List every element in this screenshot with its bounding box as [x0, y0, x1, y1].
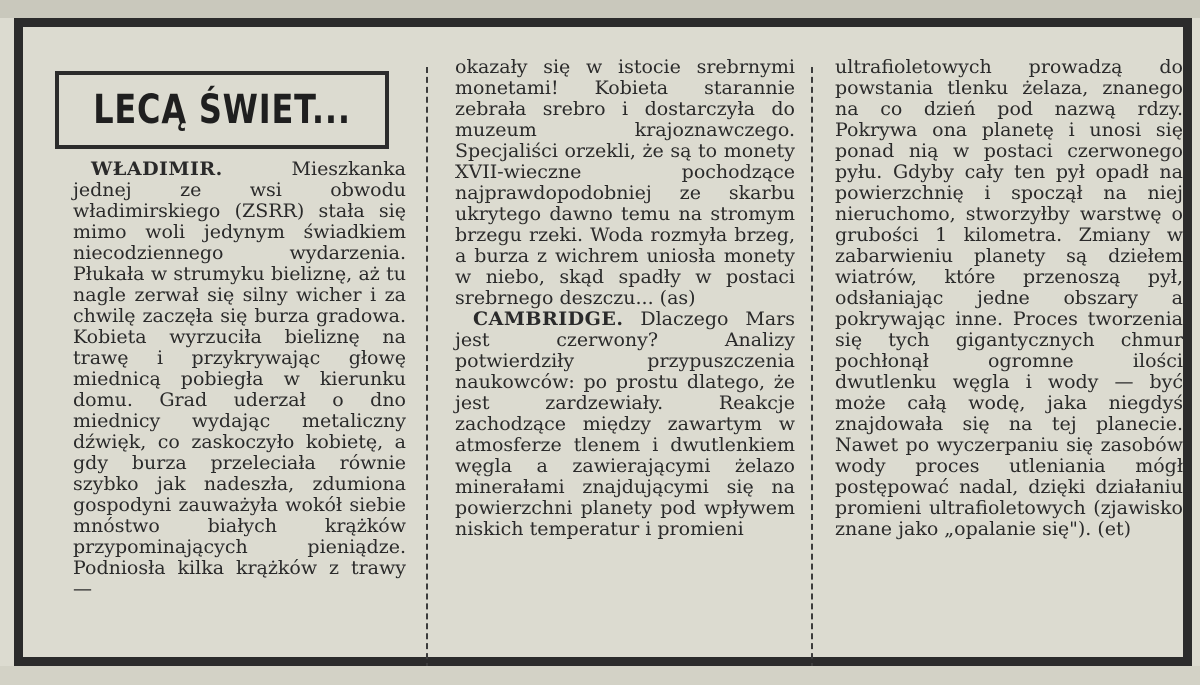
story-cambridge-dateline: CAMBRIDGE. [473, 308, 624, 330]
column-2 [455, 57, 795, 540]
story-cambridge-text: Dlaczego Mars jest czerwony? Analizy potwierdziły przypuszczenia naukowców: po prostu dlatego, że jest zardzewiały. Reakcje zachodzące między zawartym w atmosferze tlenem i dwutlenkiem węgla a zawierającymi żelazo minerałami znajdującymi się na powierzchni planety pod wpływem niskich temperatur i promieni [455, 308, 795, 540]
story-cambridge-continuation: ultrafioletowych prowadzą do powstania tlenku żelaza, znanego na co dzień pod nazwą rdzy. Pokrywa ona planetę i unosi się ponad nią w postaci czerwonego pyłu. Gdyby cały ten pył opadł na powierzchnię i spoczął na niej nieruchomo, stworzyłby warstwę o grubości 1 kilometra. Zmiany w zabarwieniu planety są dziełem wiatrów, które przenoszą pył, odsłaniając jedne obszary a pokrywając inne. Proces tworzenia się tych gigantycznych chmur pochłonął ogromne ilości dwutlenku węgla i wody — być może całą wodę, jaka niegdyś znajdowała się na tej planecie. Nawet po wyczerpaniu się zasobów wody proces utleniania mógł postępować nadal, dzięki działaniu promieni ultrafioletowych (zjawisko znane jako „opalanie się"). (et) [835, 56, 1183, 540]
story-wladimir-continuation: okazały się w istocie srebrnymi monetami! Kobieta starannie zebrała srebro i dostarczyła do muzeum krajoznawczego. Specjaliści orzekli, że są to monety XVII-wieczne pochodzące najprawdopodobniej ze skarbu ukrytego dawno temu na stromym brzegu rzeki. Woda rozmyła brzeg, a burza z wichrem uniosła monety w niebo, skąd spadły w postaci srebrnego deszczu... (as) [455, 56, 795, 309]
column-3 [835, 57, 1183, 540]
column-divider-1 [426, 67, 428, 669]
story-wladimir-paragraph [73, 159, 406, 600]
story-wladimir-text: Mieszkanka jednej ze wsi obwodu władimirskiego (ZSRR) stała się mimo woli jedynym świadkiem niecodziennego wydarzenia. Płukała w strumyku bieliznę, aż tu nagle zerwał się silny wicher i za chwilę zaczęła się burza gradowa. Kobieta wyrzuciła bieliznę na trawę i przykrywając głowę miednicą pobiegła w kierunku domu. Grad uderzał o dno miednicy wydając metaliczny dźwięk, co zaskoczyło kobietę, a gdy burza przeleciała równie szybko jak nadeszła, zdumiona gospodyni zauważyła wokół siebie mnóstwo białych krążków przypominających pieniądze. Podniosła kilka krążków z trawy — [73, 158, 406, 600]
story-cambridge-paragraph [455, 309, 795, 540]
headline-box [55, 71, 389, 149]
column-divider-2 [811, 67, 813, 669]
adjacent-page-edge-bottom [0, 666, 1200, 685]
headline: LECĄ ŚWIET... [93, 87, 351, 133]
adjacent-page-edge-top [0, 0, 1200, 18]
story-wladimir-dateline: WŁADIMIR. [91, 158, 223, 180]
column-1 [73, 159, 406, 600]
article-frame [14, 18, 1192, 666]
